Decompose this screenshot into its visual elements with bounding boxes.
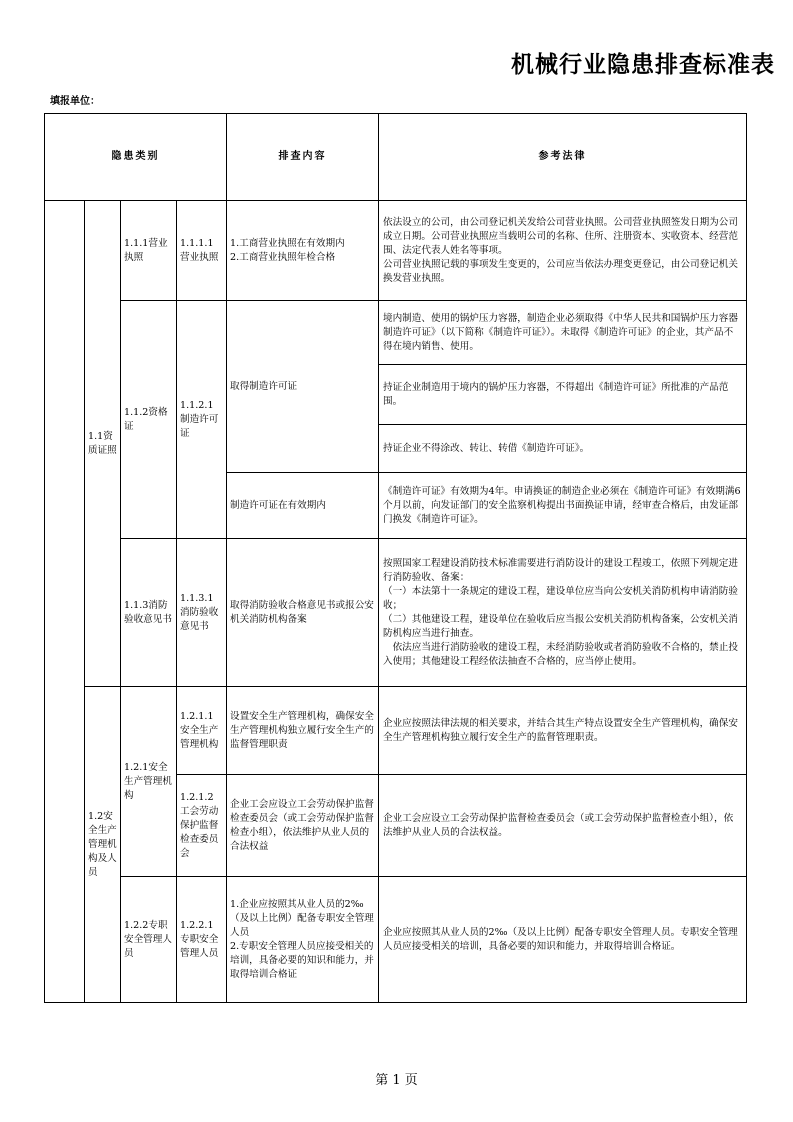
- page-title: 机械行业隐患排查标准表: [511, 52, 775, 78]
- sub-cell: 1.2.2专职安全管理人员: [121, 877, 177, 1003]
- law-cell: 企业应按照法律法规的相关要求，并结合其生产特点设置安全生产管理机构，确保安全生产管理机构独立履行安全生产的监督管理职责。: [379, 687, 747, 775]
- item-cell: 1.1.2.1制造许可证: [177, 301, 227, 539]
- law-cell: 企业工会应设立工会劳动保护监督检查委员会（或工会劳动保护监督检查小组），依法维护从业人员的合法权益。: [379, 775, 747, 877]
- content-cell: 制造许可证在有效期内: [227, 473, 379, 539]
- table-header-row: [45, 114, 747, 201]
- law-cell: 企业应按照其从业人员的2‰（及以上比例）配备专职安全管理人员。专职安全管理人员应接受相关的培训，具备必要的知识和能力，并取得培训合格证。: [379, 877, 747, 1003]
- law-cell: 持证企业制造用于境内的锅炉压力容器，不得超出《制造许可证》所批准的产品范围。: [379, 365, 747, 425]
- sub-cell: 1.1.2资格证: [121, 301, 177, 539]
- reporting-unit-label: 填报单位：: [50, 96, 100, 107]
- item-cell: 1.2.2.1专职安全管理人员: [177, 877, 227, 1003]
- law-cell: 按照国家工程建设消防技术标准需要进行消防设计的建设工程竣工，依照下列规定进行消防验收、备案： （一）本法第十一条规定的建设工程，建设单位应当向公安机关消防机构申请消防验收； （二）其他建设工程，建设单位在验收后应当报公安机关消防机构备案，公安机关消防机构应当进行抽查。 依法应当进行消防验收的建设工程，未经消防验收或者消防验收不合格的，禁止投入使用；其他建设工程经依法抽查不合格的，应当停止使用。: [379, 539, 747, 687]
- content-cell: 1.企业应按照其从业人员的2‰（及以上比例）配备专职安全管理人员 2.专职安全管理人员应接受相关的培训，具备必要的知识和能力，并取得培训合格证: [227, 877, 379, 1003]
- page-number: 第 1 页: [375, 1073, 418, 1088]
- law-cell: 境内制造、使用的锅炉压力容器，制造企业必须取得《中华人民共和国锅炉压力容器制造许可证》（以下简称《制造许可证》）。未取得《制造许可证》的企业，其产品不得在境内销售、使用。: [379, 301, 747, 365]
- table-row: [45, 539, 747, 687]
- item-cell: 1.1.1.1营业执照: [177, 201, 227, 301]
- table-row: [45, 201, 747, 301]
- table-row: [45, 687, 747, 775]
- table-row: [45, 301, 747, 365]
- header-law: 参考法律: [379, 114, 747, 201]
- content-cell: 1.工商营业执照在有效期内 2.工商营业执照年检合格: [227, 201, 379, 301]
- law-cell: 《制造许可证》有效期为4年。申请换证的制造企业必须在《制造许可证》有效期满6个月以前，向发证部门的安全监察机构提出书面换证申请，经审查合格后，由发证部门换发《制造许可证》。: [379, 473, 747, 539]
- header-content: 排查内容: [227, 114, 379, 201]
- sub-cell: 1.2.1安全生产管理机构: [121, 687, 177, 877]
- hazard-table: [44, 113, 747, 1003]
- item-cell: 1.2.1.2工会劳动保护监督检查委员会: [177, 775, 227, 877]
- group-cell: 1.1资质证照: [85, 201, 121, 687]
- content-cell: 企业工会应设立工会劳动保护监督检查委员会（或工会劳动保护监督检查小组），依法维护从业人员的合法权益: [227, 775, 379, 877]
- empty-category-cell: [45, 201, 85, 1003]
- content-cell: 设置安全生产管理机构，确保安全生产管理机构独立履行安全生产的监督管理职责: [227, 687, 379, 775]
- table-row: [45, 877, 747, 1003]
- content-cell: 取得制造许可证: [227, 301, 379, 473]
- header-category: 隐患类别: [45, 114, 227, 201]
- item-cell: 1.2.1.1安全生产管理机构: [177, 687, 227, 775]
- content-cell: 取得消防验收合格意见书或报公安机关消防机构备案: [227, 539, 379, 687]
- law-cell: 依法设立的公司，由公司登记机关发给公司营业执照。公司营业执照签发日期为公司成立日期。公司营业执照应当载明公司的名称、住所、注册资本、实收资本、经营范围、法定代表人姓名等事项。 公司营业执照记载的事项发生变更的，公司应当依法办理变更登记，由公司登记机关换发营业执照。: [379, 201, 747, 301]
- item-cell: 1.1.3.1消防验收意见书: [177, 539, 227, 687]
- law-cell: 持证企业不得涂改、转让、转借《制造许可证》。: [379, 425, 747, 473]
- sub-cell: 1.1.1营业执照: [121, 201, 177, 301]
- sub-cell: 1.1.3消防验收意见书: [121, 539, 177, 687]
- group-cell: 1.2安全生产管理机构及人员: [85, 687, 121, 1003]
